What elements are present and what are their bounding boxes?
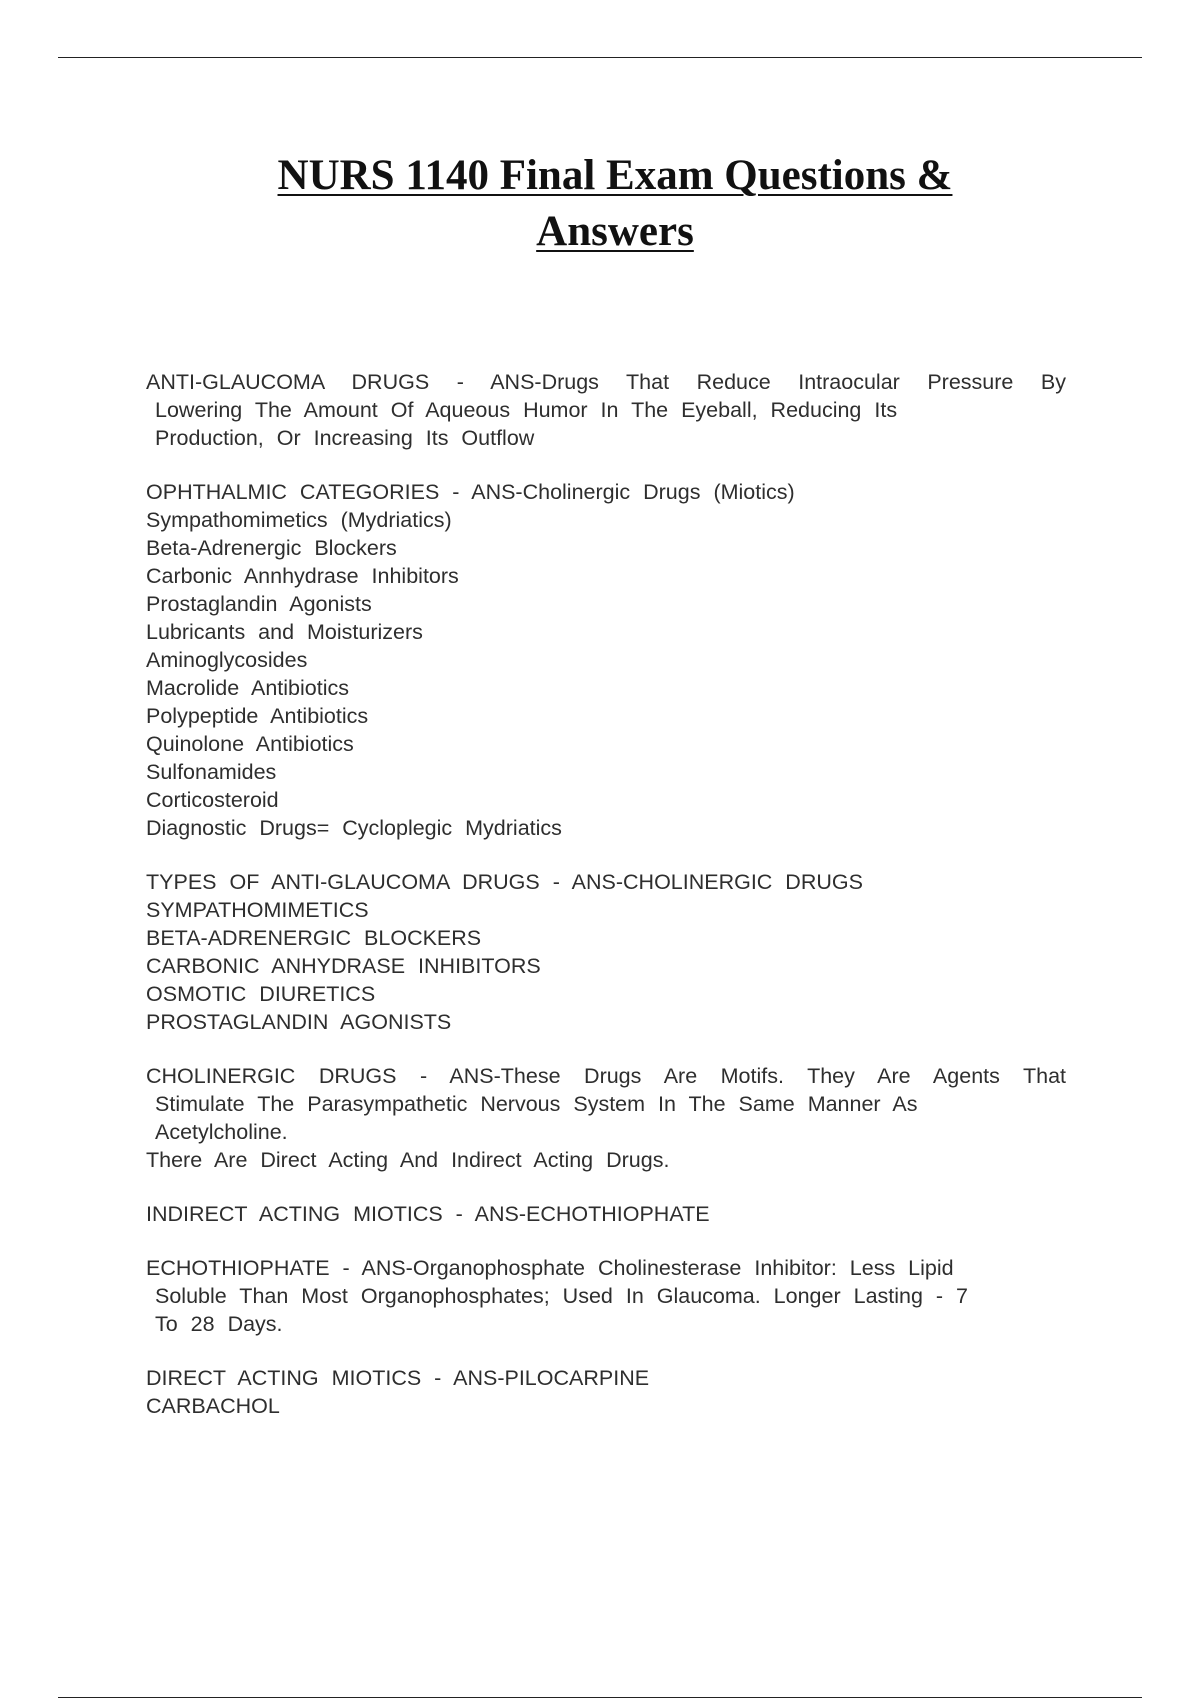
footer-rule	[58, 1697, 1142, 1698]
qa-answer-line: Polypeptide Antibiotics	[146, 704, 369, 728]
qa-answer-line: CARBONIC ANHYDRASE INHIBITORS	[146, 954, 541, 978]
qa-answer-line: Stimulate The Parasympathetic Nervous System In The Same Manner As	[155, 1092, 918, 1116]
qa-answer-line: Sympathomimetics (Mydriatics)	[146, 508, 452, 532]
qa-answer-line: Production, Or Increasing Its Outflow	[155, 426, 535, 450]
header-rule	[58, 57, 1142, 58]
qa-entry	[146, 478, 1066, 842]
qa-term-line: TYPES OF ANTI-GLAUCOMA DRUGS - ANS-CHOLINERGIC DRUGS	[146, 870, 863, 894]
qa-answer-line: Corticosteroid	[146, 788, 279, 812]
qa-answer-line: CARBACHOL	[146, 1394, 280, 1418]
qa-answer-line: Beta-Adrenergic Blockers	[146, 536, 397, 560]
qa-answer-line: There Are Direct Acting And Indirect Acting Drugs.	[146, 1148, 670, 1172]
qa-answer-line: Lowering The Amount Of Aqueous Humor In The Eyeball, Reducing Its	[155, 398, 898, 422]
qa-answer-line: Diagnostic Drugs= Cycloplegic Mydriatics	[146, 816, 562, 840]
qa-answer-line: Macrolide Antibiotics	[146, 676, 349, 700]
qa-answer-line: Sulfonamides	[146, 760, 277, 784]
qa-entry	[146, 1200, 1066, 1228]
qa-term-line: ECHOTHIOPHATE - ANS-Organophosphate Cholinesterase Inhibitor: Less Lipid	[146, 1256, 954, 1280]
qa-term-line: DIRECT ACTING MIOTICS - ANS-PILOCARPINE	[146, 1366, 650, 1390]
qa-answer-line: Carbonic Annhydrase Inhibitors	[146, 564, 459, 588]
qa-answer-line: SYMPATHOMIMETICS	[146, 898, 369, 922]
qa-answer-line: Quinolone Antibiotics	[146, 732, 354, 756]
qa-entry	[146, 1254, 1066, 1338]
qa-answer-line: To 28 Days.	[155, 1312, 283, 1336]
qa-answer-line: Aminoglycosides	[146, 648, 308, 672]
qa-answer-line: OSMOTIC DIURETICS	[146, 982, 376, 1006]
qa-entry	[146, 1062, 1066, 1174]
qa-answer-line: Prostaglandin Agonists	[146, 592, 372, 616]
title-line-2: Answers	[536, 208, 694, 255]
qa-answer-line: Acetylcholine.	[155, 1120, 288, 1144]
qa-answer-line: PROSTAGLANDIN AGONISTS	[146, 1010, 452, 1034]
qa-term-line: OPHTHALMIC CATEGORIES - ANS-Cholinergic Drugs (Miotics)	[146, 480, 795, 504]
qa-answer-line: Soluble Than Most Organophosphates; Used In Glaucoma. Longer Lasting - 7	[155, 1284, 968, 1308]
qa-term-line: ANTI-GLAUCOMA DRUGS - ANS-Drugs That Reduce Intraocular Pressure By	[146, 370, 1066, 394]
title-line-1: NURS 1140 Final Exam Questions &	[277, 152, 953, 199]
qa-term-line: CHOLINERGIC DRUGS - ANS-These Drugs Are Motifs. They Are Agents That	[146, 1064, 1066, 1088]
qa-entry	[146, 868, 1066, 1036]
qa-answer-line: BETA-ADRENERGIC BLOCKERS	[146, 926, 482, 950]
document-title	[150, 148, 1080, 260]
qa-entry	[146, 1364, 1066, 1420]
qa-term-line: INDIRECT ACTING MIOTICS - ANS-ECHOTHIOPHATE	[146, 1202, 710, 1226]
qa-list	[146, 368, 1066, 1446]
qa-entry	[146, 368, 1066, 452]
qa-answer-line: Lubricants and Moisturizers	[146, 620, 423, 644]
